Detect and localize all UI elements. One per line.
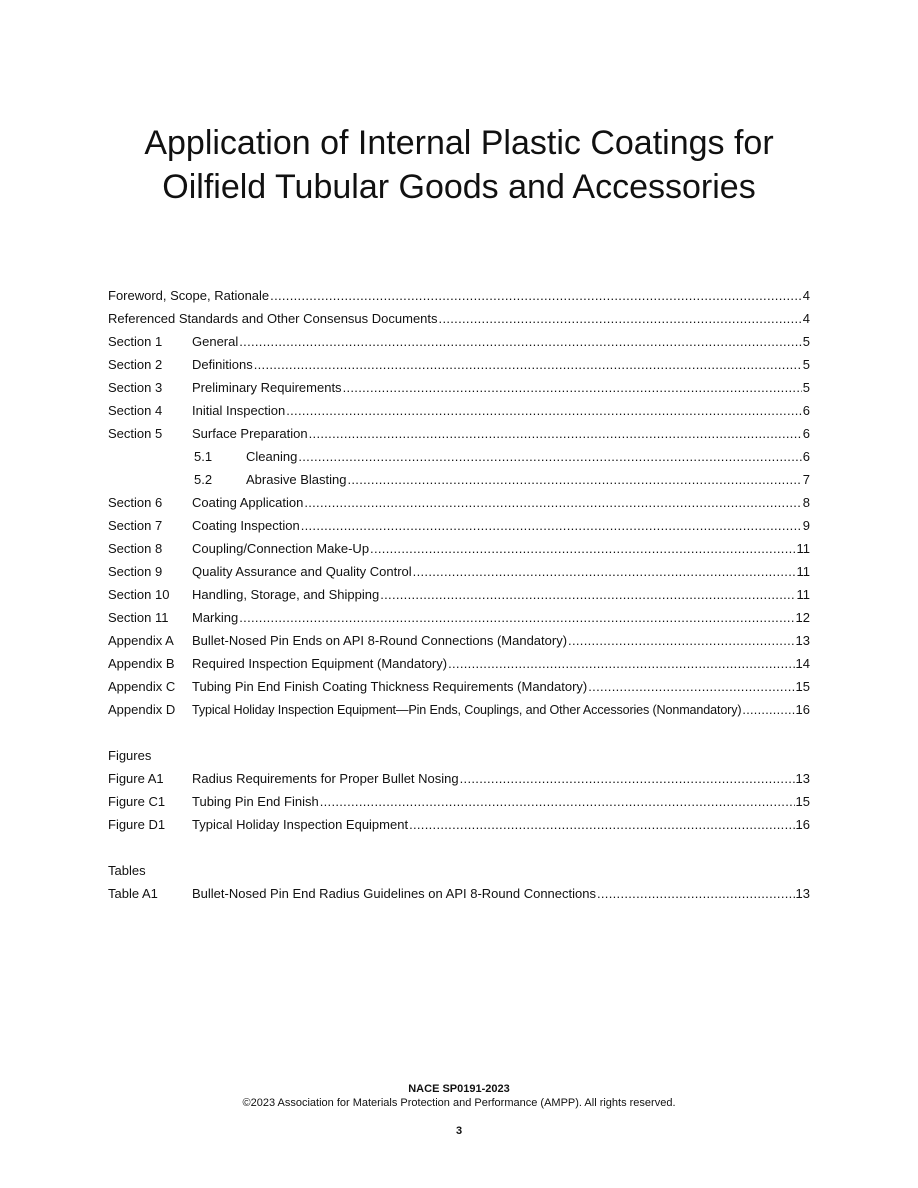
toc-entry-label: Figure D1 xyxy=(108,817,166,832)
toc-entry-title: Bullet-Nosed Pin Ends on API 8-Round Connections (Mandatory) xyxy=(192,633,568,648)
dot-leader xyxy=(409,816,794,834)
toc-entry-section-10[interactable] xyxy=(108,586,810,609)
dot-leader xyxy=(413,563,796,581)
toc-entry-appendix-d[interactable] xyxy=(108,701,810,724)
toc-entry-label: Section 11 xyxy=(108,610,169,625)
toc-entry-page: 9 xyxy=(802,518,810,533)
toc-entry-title: Quality Assurance and Quality Control xyxy=(192,564,412,579)
dot-leader xyxy=(270,287,802,305)
toc-entry-title: Tubing Pin End Finish xyxy=(192,794,319,809)
toc-entry-label: Section 7 xyxy=(108,518,163,533)
tables-heading: Tables xyxy=(108,863,146,878)
toc-entry-number: 5.2 xyxy=(194,472,213,487)
toc-entry-section-6[interactable] xyxy=(108,494,810,517)
toc-entry-subsection-5-1[interactable] xyxy=(108,448,810,471)
toc-entry-label: Figure A1 xyxy=(108,771,164,786)
dot-leader xyxy=(254,356,802,374)
dot-leader xyxy=(301,517,802,535)
toc-entry-appendix-a[interactable] xyxy=(108,632,810,655)
toc-entry-page: 13 xyxy=(795,633,810,648)
dot-leader xyxy=(298,448,801,466)
dot-leader xyxy=(460,770,795,788)
toc-entry-title: Initial Inspection xyxy=(192,403,286,418)
document-title xyxy=(0,121,918,209)
dot-leader xyxy=(343,379,802,397)
toc-entry-title: Marking xyxy=(192,610,239,625)
title-line-2: Oilfield Tubular Goods and Accessories xyxy=(162,168,756,206)
toc-entry-page: 8 xyxy=(802,495,810,510)
toc-entry-title: General xyxy=(192,334,239,349)
dot-leader xyxy=(568,632,794,650)
toc-entry-page: 11 xyxy=(796,541,810,556)
toc-entry-title: Handling, Storage, and Shipping xyxy=(192,587,380,602)
toc-entry-label: Section 10 xyxy=(108,587,170,602)
toc-entry-figure-d1[interactable] xyxy=(108,816,810,839)
toc-entry-section-11[interactable] xyxy=(108,609,810,632)
dot-leader xyxy=(597,885,795,903)
toc-entry-appendix-c[interactable] xyxy=(108,678,810,701)
toc-entry-page: 6 xyxy=(802,449,810,464)
toc-entry-label: Appendix A xyxy=(108,633,174,648)
standard-designation: NACE SP0191-2023 xyxy=(408,1083,510,1095)
toc-entry-subsection-5-2[interactable] xyxy=(108,471,810,494)
dot-leader xyxy=(742,701,794,719)
toc-entry-page: 14 xyxy=(795,656,810,671)
toc-entry-title: Referenced Standards and Other Consensus Documents xyxy=(108,311,438,326)
toc-entry-number: 5.1 xyxy=(194,449,213,464)
toc-entry-page: 15 xyxy=(795,679,810,694)
toc-entry-title: Coupling/Connection Make-Up xyxy=(192,541,370,556)
toc-entry-page: 5 xyxy=(802,357,810,372)
toc-entry-label: Section 8 xyxy=(108,541,163,556)
toc-entry-title: Cleaning xyxy=(246,449,298,464)
toc-entry-label: Section 9 xyxy=(108,564,163,579)
toc-entry-label: Appendix D xyxy=(108,702,176,717)
toc-entry-appendix-b[interactable] xyxy=(108,655,810,678)
toc-entry-title: Preliminary Requirements xyxy=(192,380,342,395)
toc-entry-page: 16 xyxy=(795,702,810,717)
toc-entry-title: Definitions xyxy=(192,357,253,372)
toc-entry-title: Coating Application xyxy=(192,495,304,510)
toc-entry-referenced-standards[interactable] xyxy=(108,310,810,333)
dot-leader xyxy=(309,425,802,443)
dot-leader xyxy=(588,678,794,696)
dot-leader xyxy=(320,793,795,811)
toc-entry-figure-c1[interactable] xyxy=(108,793,810,816)
toc-entry-label: Section 4 xyxy=(108,403,163,418)
toc-entry-title: Bullet-Nosed Pin End Radius Guidelines on API 8-Round Connections xyxy=(192,886,596,901)
toc-entry-page: 7 xyxy=(802,472,810,487)
copyright-notice: ©2023 Association for Materials Protection and Performance (AMPP). All rights reserved. xyxy=(242,1097,676,1109)
toc-entry-label: Appendix B xyxy=(108,656,175,671)
toc-entry-section-7[interactable] xyxy=(108,517,810,540)
toc-entry-title: Foreword, Scope, Rationale xyxy=(108,288,270,303)
dot-leader xyxy=(448,655,794,673)
toc-entry-section-3[interactable] xyxy=(108,379,810,402)
toc-entry-page: 5 xyxy=(802,334,810,349)
dot-leader xyxy=(239,333,802,351)
toc-entry-label: Section 5 xyxy=(108,426,163,441)
toc-entry-figure-a1[interactable] xyxy=(108,770,810,793)
toc-entry-section-5[interactable] xyxy=(108,425,810,448)
title-line-1: Application of Internal Plastic Coatings for xyxy=(144,124,774,162)
toc-entry-section-2[interactable] xyxy=(108,356,810,379)
toc-entry-page: 4 xyxy=(802,311,810,326)
toc-entry-page: 13 xyxy=(795,886,810,901)
toc-entry-section-4[interactable] xyxy=(108,402,810,425)
toc-entry-page: 12 xyxy=(795,610,810,625)
toc-entry-page: 11 xyxy=(796,587,810,602)
toc-entry-label: Section 1 xyxy=(108,334,163,349)
toc-entry-title: Typical Holiday Inspection Equipment xyxy=(192,817,409,832)
toc-entry-table-a1[interactable] xyxy=(108,885,810,908)
toc-entry-title: Abrasive Blasting xyxy=(246,472,347,487)
toc-entry-label: Figure C1 xyxy=(108,794,166,809)
toc-entry-label: Section 6 xyxy=(108,495,163,510)
toc-entry-page: 5 xyxy=(802,380,810,395)
toc-entry-section-8[interactable] xyxy=(108,540,810,563)
toc-entry-label: Section 3 xyxy=(108,380,163,395)
toc-entry-page: 4 xyxy=(802,288,810,303)
toc-entry-label: Section 2 xyxy=(108,357,163,372)
toc-entry-section-9[interactable] xyxy=(108,563,810,586)
toc-entry-section-1[interactable] xyxy=(108,333,810,356)
toc-entry-page: 13 xyxy=(795,771,810,786)
dot-leader xyxy=(439,310,802,328)
toc-entry-label: Table A1 xyxy=(108,886,158,901)
dot-leader xyxy=(380,586,795,604)
dot-leader xyxy=(370,540,795,558)
toc-entry-label: Appendix C xyxy=(108,679,176,694)
toc-entry-title: Tubing Pin End Finish Coating Thickness Requirements (Mandatory) xyxy=(192,679,588,694)
dot-leader xyxy=(286,402,802,420)
toc-entry-page: 6 xyxy=(802,426,810,441)
toc-entry-title: Coating Inspection xyxy=(192,518,300,533)
toc-entry-foreword[interactable] xyxy=(108,287,810,310)
toc-entry-title: Required Inspection Equipment (Mandatory) xyxy=(192,656,448,671)
toc-entry-page: 16 xyxy=(795,817,810,832)
table-of-contents xyxy=(108,287,810,908)
page-footer xyxy=(0,1082,918,1138)
dot-leader xyxy=(347,471,801,489)
figures-heading: Figures xyxy=(108,748,152,763)
page-number: 3 xyxy=(455,1125,463,1137)
toc-entry-page: 11 xyxy=(796,564,810,579)
toc-entry-page: 15 xyxy=(795,794,810,809)
toc-entry-title: Typical Holiday Inspection Equipment—Pin Ends, Couplings, and Other Accessories (Nonmandatory) xyxy=(192,703,742,717)
dot-leader xyxy=(304,494,801,512)
toc-entry-title: Radius Requirements for Proper Bullet Nosing xyxy=(192,771,459,786)
dot-leader xyxy=(239,609,794,627)
toc-entry-title: Surface Preparation xyxy=(192,426,308,441)
toc-entry-page: 6 xyxy=(802,403,810,418)
